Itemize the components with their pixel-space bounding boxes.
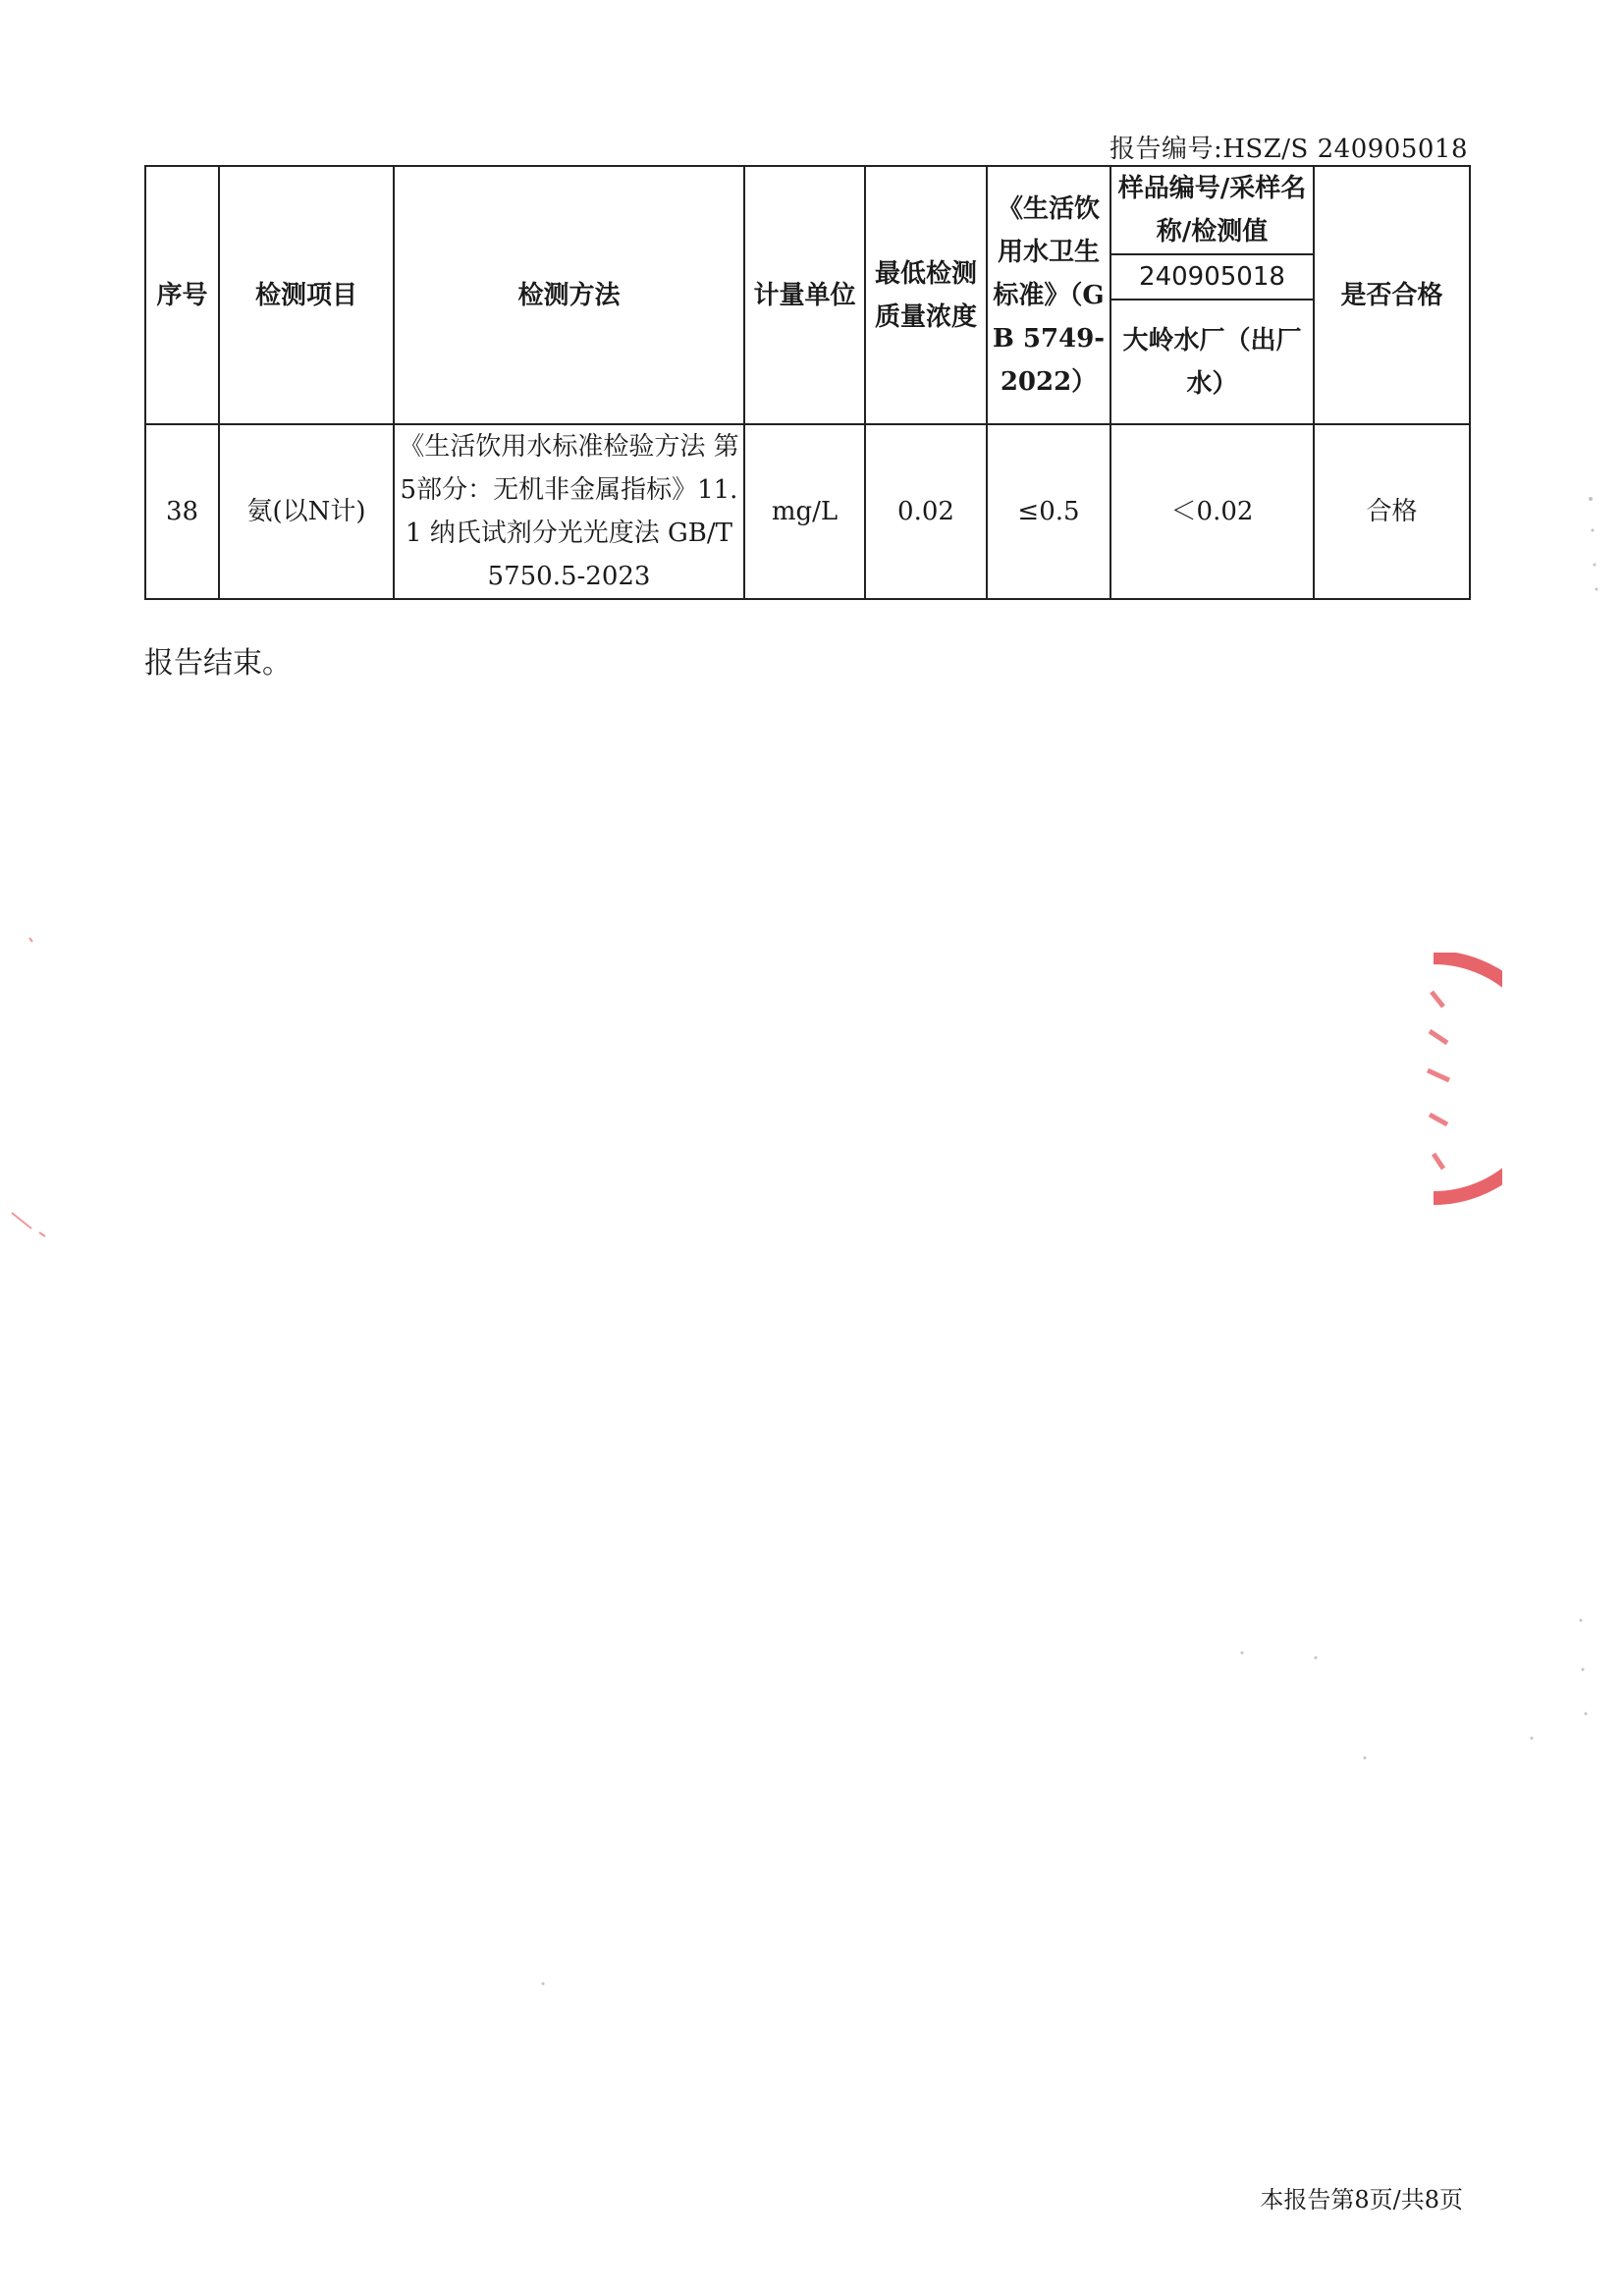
header-item: 检测项目 [219, 166, 394, 424]
cell-value: ＜0.02 [1110, 424, 1314, 599]
page-footer: 本报告第8页/共8页 [1260, 2186, 1463, 2214]
cell-min-conc: 0.02 [865, 424, 987, 599]
cell-unit: mg/L [744, 424, 865, 599]
cell-seq: 38 [145, 424, 219, 599]
cell-method: 《生活饮用水标准检验方法 第5部分：无机非金属指标》11.1 纳氏试剂分光光度法 GB/T 5750.5-2023 [394, 424, 744, 599]
cell-standard: ≤0.5 [987, 424, 1110, 599]
report-end-text: 报告结束。 [144, 646, 292, 681]
header-method: 检测方法 [394, 166, 744, 424]
header-standard: 《生活饮用水卫生标准》（GB 5749-2022） [987, 166, 1110, 424]
cell-item: 氨(以N计) [219, 424, 394, 599]
header-unit: 计量单位 [744, 166, 865, 424]
header-sample-name: 大岭水厂（出厂水） [1110, 300, 1314, 424]
header-pass: 是否合格 [1314, 166, 1470, 424]
header-min-conc: 最低检测质量浓度 [865, 166, 987, 424]
report-number: 报告编号:HSZ/S 240905018 [1109, 135, 1468, 164]
header-sample-id: 240905018 [1110, 254, 1314, 300]
header-seq: 序号 [145, 166, 219, 424]
cell-pass: 合格 [1314, 424, 1470, 599]
header-sample: 样品编号/采样名称/检测值 [1110, 166, 1314, 254]
